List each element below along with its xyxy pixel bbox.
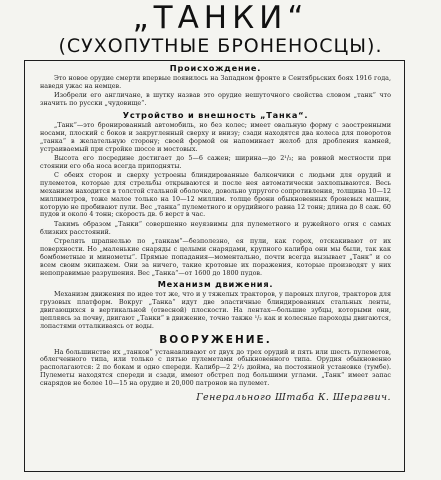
armament-paragraph-1: На большинстве их „танков“ устанавливают от двух до трех орудий и пять или шесть пулеметов, облегченного типа, или только с пятью пулеметами обыкновенного типа. Орудия обыкновенно располагаются: 2 по бокам и одно спереди. Калибр—2 2¹/₂ дюйма, на постоянной установке (тумбе). Пулеметы находятся спереди и сзади, имеют обстрел под большими углами. „Танк“ имеет запас снарядов не более 10—15 на орудие и 20,000 патронов на пулемет. bbox=[40, 347, 391, 387]
document-subtitle: (СУХОПУТНЫЕ БРОНЕНОСЦЫ). bbox=[58, 35, 383, 57]
design-paragraph-3: С обеих сторон и сверху устроены блиндированные балкончики с людьми для орудий и пулеметов, которые для стрельбы открываются и после нея автоматически захлопываются. Весь механизм находится в толстой стальной оболочке, довольно упругого сопротивления, толщина 10—12 миллиметров, тоже малое только на 10—12 миллим. толще брони обыкновенных броневых машин, которую не пробивают пули. Вес „танка“ пулеметного и орудийного равна 12 тонн; длина до 8 саж. 60 пудов и около 4 тонн; скорость дв. 6 верст в час. bbox=[40, 171, 391, 219]
origin-paragraph-1: Это новое орудие смерти впервые появилось на Западном фронте в Сентябрьских боях 1916 года, наведя ужас на немцев. bbox=[40, 74, 391, 90]
article-body bbox=[40, 61, 391, 402]
author-signature: Генерального Штаба К. Шерагвич. bbox=[196, 391, 391, 403]
heading-mechanism: Механизм движения. bbox=[157, 279, 274, 290]
heading-design: Устройство и внешность „Танка“. bbox=[122, 109, 309, 120]
heading-origin: Происхождение. bbox=[169, 63, 262, 73]
origin-paragraph-2: Изобрели его англичане, в шутку назвав это орудие нешуточного свойства словом „танк“ что значить по русски „чудовище“. bbox=[40, 91, 391, 108]
design-paragraph-4: Такимъ образом „Танки“ совершенно неуязвимы для пулеметного и ружейного огня с самых близких расстояний. bbox=[40, 219, 391, 236]
design-paragraph-1: „Танк“—это бронированный автомобиль, но без колес; имеет овальную форму с заостренными носами, плоский с боков и закругленный сверху и внизу; сзади находятся два колеса для поворотов „танка“ в желательную сторону; своей формой он напоминает желоб для дробления камней, устраиваемый при стройке шоссе и мостовых. bbox=[40, 120, 391, 153]
document-title: „ТАНКИ“ bbox=[132, 0, 309, 36]
mechanism-paragraph-1: Механизм движения по идее тот же, что и у тяжелых тракторов, у паровых плугов, тракторов для грузовых платформ. Вокруг „Танка“ идут две эластичные блиндированных стальных ленты, двигающихся в вертикальной (отвесной) плоскости. На лентах—большие зубцы, которыми они, цепляясь за почву, двигают „Танки“ в движение, точно также ¹/₂ как и колесные пароходы двигаются, лопастями отталкиваясь от воды. bbox=[40, 290, 391, 330]
design-paragraph-2: Высота его посредине достигает до 5—6 сажен; ширина—до 2¹/₂; на ровной местности при стоянии его оба носа всегда приподняты. bbox=[40, 153, 391, 170]
design-paragraph-5: Стрелять шрапнелью по „танкам“—безполезно, ея пули, как горох, отскакивают от их поверхности. Но „маленькие снаряды с целыми снарядами, крупного калибра они мы были, так как бомбометные и минометы“. Прямые попадания—моментально, почти всегда вызывает „Танк“ и со всем своим экипажем. Они за ничего, такие кротовые их поражения, которые производят у них непоправимые разрушения. Вес „Танка“—от 1600 до 1800 пудов. bbox=[40, 237, 391, 277]
heading-armament: ВООРУЖЕНИЕ. bbox=[159, 333, 272, 346]
